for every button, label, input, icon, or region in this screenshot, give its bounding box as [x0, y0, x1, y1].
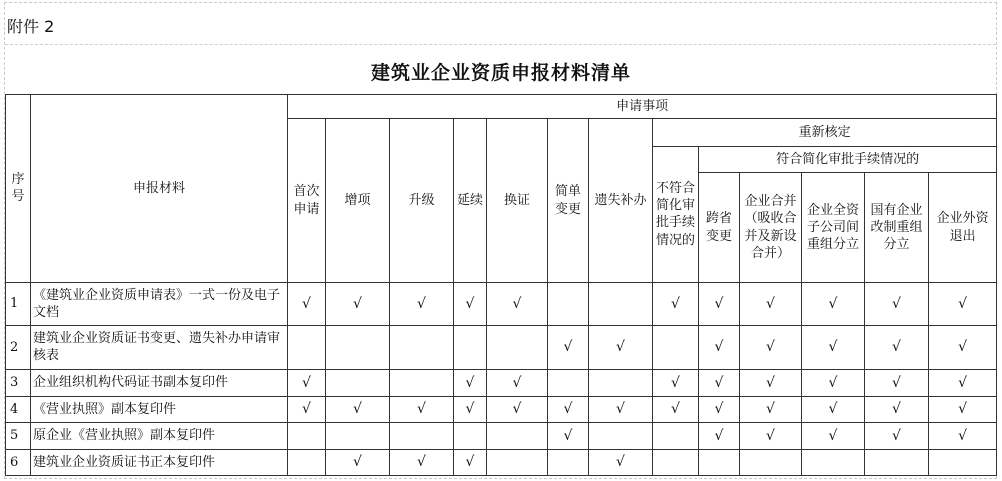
empty-cell [653, 449, 699, 475]
empty-cell [653, 423, 699, 449]
row-number: 2 [6, 325, 31, 370]
check-mark: √ [454, 282, 487, 325]
simplified-header: 符合简化审批手续情况的 [699, 146, 997, 172]
empty-cell [589, 370, 653, 396]
check-mark: √ [865, 423, 929, 449]
check-mark: √ [865, 370, 929, 396]
empty-cell [487, 423, 548, 449]
material-cell: 原企业《营业执照》副本复印件 [31, 423, 288, 449]
check-mark: √ [326, 449, 390, 475]
check-mark: √ [548, 325, 589, 370]
material-cell: 企业组织机构代码证书副本复印件 [31, 370, 288, 396]
material-header: 申报材料 [31, 95, 288, 283]
check-mark: √ [589, 449, 653, 475]
check-mark: √ [699, 325, 740, 370]
check-mark: √ [390, 449, 454, 475]
material-cell: 建筑业企业资质证书变更、遗失补办申请审核表 [31, 325, 288, 370]
material-cell: 建筑业企业资质证书正本复印件 [31, 449, 288, 475]
non-simplified-header: 不符合简化审批手续情况的 [653, 146, 699, 282]
lost-reissue-header: 遗失补办 [589, 119, 653, 283]
empty-cell [390, 370, 454, 396]
row-number: 4 [6, 396, 31, 422]
check-mark: √ [802, 325, 865, 370]
material-cell: 《营业执照》副本复印件 [31, 396, 288, 422]
empty-cell [390, 423, 454, 449]
check-mark: √ [802, 282, 865, 325]
empty-cell [288, 449, 326, 475]
empty-cell [548, 282, 589, 325]
check-mark: √ [929, 396, 997, 422]
empty-cell [802, 449, 865, 475]
first-apply-header: 首次申请 [288, 119, 326, 283]
check-mark: √ [802, 370, 865, 396]
check-mark: √ [929, 282, 997, 325]
simple-change-header: 简单变更 [548, 119, 589, 283]
header-divider [5, 44, 996, 45]
empty-cell [653, 325, 699, 370]
check-mark: √ [653, 396, 699, 422]
check-mark: √ [929, 423, 997, 449]
cross-province-header: 跨省变更 [699, 173, 740, 283]
empty-cell [865, 449, 929, 475]
merger-header: 企业合并（吸收合并及新设合并） [740, 173, 802, 283]
materials-table [5, 94, 997, 476]
check-mark: √ [548, 396, 589, 422]
check-mark: √ [487, 370, 548, 396]
reapproval-header: 重新核定 [653, 119, 997, 146]
check-mark: √ [865, 325, 929, 370]
check-mark: √ [390, 282, 454, 325]
check-mark: √ [454, 370, 487, 396]
check-mark: √ [589, 396, 653, 422]
check-mark: √ [802, 396, 865, 422]
check-mark: √ [653, 282, 699, 325]
empty-cell [454, 325, 487, 370]
empty-cell [589, 423, 653, 449]
empty-cell [548, 449, 589, 475]
table-row [6, 449, 997, 475]
check-mark: √ [288, 282, 326, 325]
empty-cell [454, 423, 487, 449]
material-cell: 《建筑业企业资质申请表》一式一份及电子文档 [31, 282, 288, 325]
empty-cell [288, 423, 326, 449]
check-mark: √ [740, 370, 802, 396]
check-mark: √ [740, 282, 802, 325]
check-mark: √ [454, 396, 487, 422]
empty-cell [699, 449, 740, 475]
check-mark: √ [740, 325, 802, 370]
empty-cell [390, 325, 454, 370]
check-mark: √ [699, 423, 740, 449]
empty-cell [589, 282, 653, 325]
empty-cell [487, 449, 548, 475]
table-row [6, 370, 997, 396]
upgrade-header: 升级 [390, 119, 454, 283]
check-mark: √ [326, 282, 390, 325]
table-row [6, 282, 997, 325]
empty-cell [740, 449, 802, 475]
seq-header: 序号 [6, 95, 31, 283]
empty-cell [288, 325, 326, 370]
check-mark: √ [699, 282, 740, 325]
check-mark: √ [548, 423, 589, 449]
empty-cell [487, 325, 548, 370]
check-mark: √ [929, 325, 997, 370]
check-mark: √ [288, 396, 326, 422]
empty-cell [929, 449, 997, 475]
table-row [6, 325, 997, 370]
add-item-header: 增项 [326, 119, 390, 283]
foreign-exit-header: 企业外资退出 [929, 173, 997, 283]
apply-items-header: 申请事项 [288, 95, 997, 119]
check-mark: √ [326, 396, 390, 422]
check-mark: √ [740, 396, 802, 422]
state-owned-header: 国有企业改制重组分立 [865, 173, 929, 283]
check-mark: √ [390, 396, 454, 422]
check-mark: √ [653, 370, 699, 396]
check-mark: √ [487, 282, 548, 325]
table-row [6, 423, 997, 449]
check-mark: √ [699, 396, 740, 422]
check-mark: √ [699, 370, 740, 396]
extend-header: 延续 [454, 119, 487, 283]
empty-cell [326, 370, 390, 396]
empty-cell [326, 423, 390, 449]
table-row [6, 396, 997, 422]
empty-cell [548, 370, 589, 396]
attachment-label: 附件 2 [7, 17, 55, 36]
empty-cell [326, 325, 390, 370]
row-number: 5 [6, 423, 31, 449]
check-mark: √ [288, 370, 326, 396]
check-mark: √ [865, 396, 929, 422]
check-mark: √ [454, 449, 487, 475]
row-number: 1 [6, 282, 31, 325]
row-number: 6 [6, 449, 31, 475]
wholly-owned-header: 企业全资子公司间重组分立 [802, 173, 865, 283]
check-mark: √ [802, 423, 865, 449]
check-mark: √ [740, 423, 802, 449]
renew-header: 换证 [487, 119, 548, 283]
row-number: 3 [6, 370, 31, 396]
check-mark: √ [487, 396, 548, 422]
document-title: 建筑业企业资质申报材料清单 [370, 62, 631, 84]
check-mark: √ [589, 325, 653, 370]
check-mark: √ [865, 282, 929, 325]
check-mark: √ [929, 370, 997, 396]
